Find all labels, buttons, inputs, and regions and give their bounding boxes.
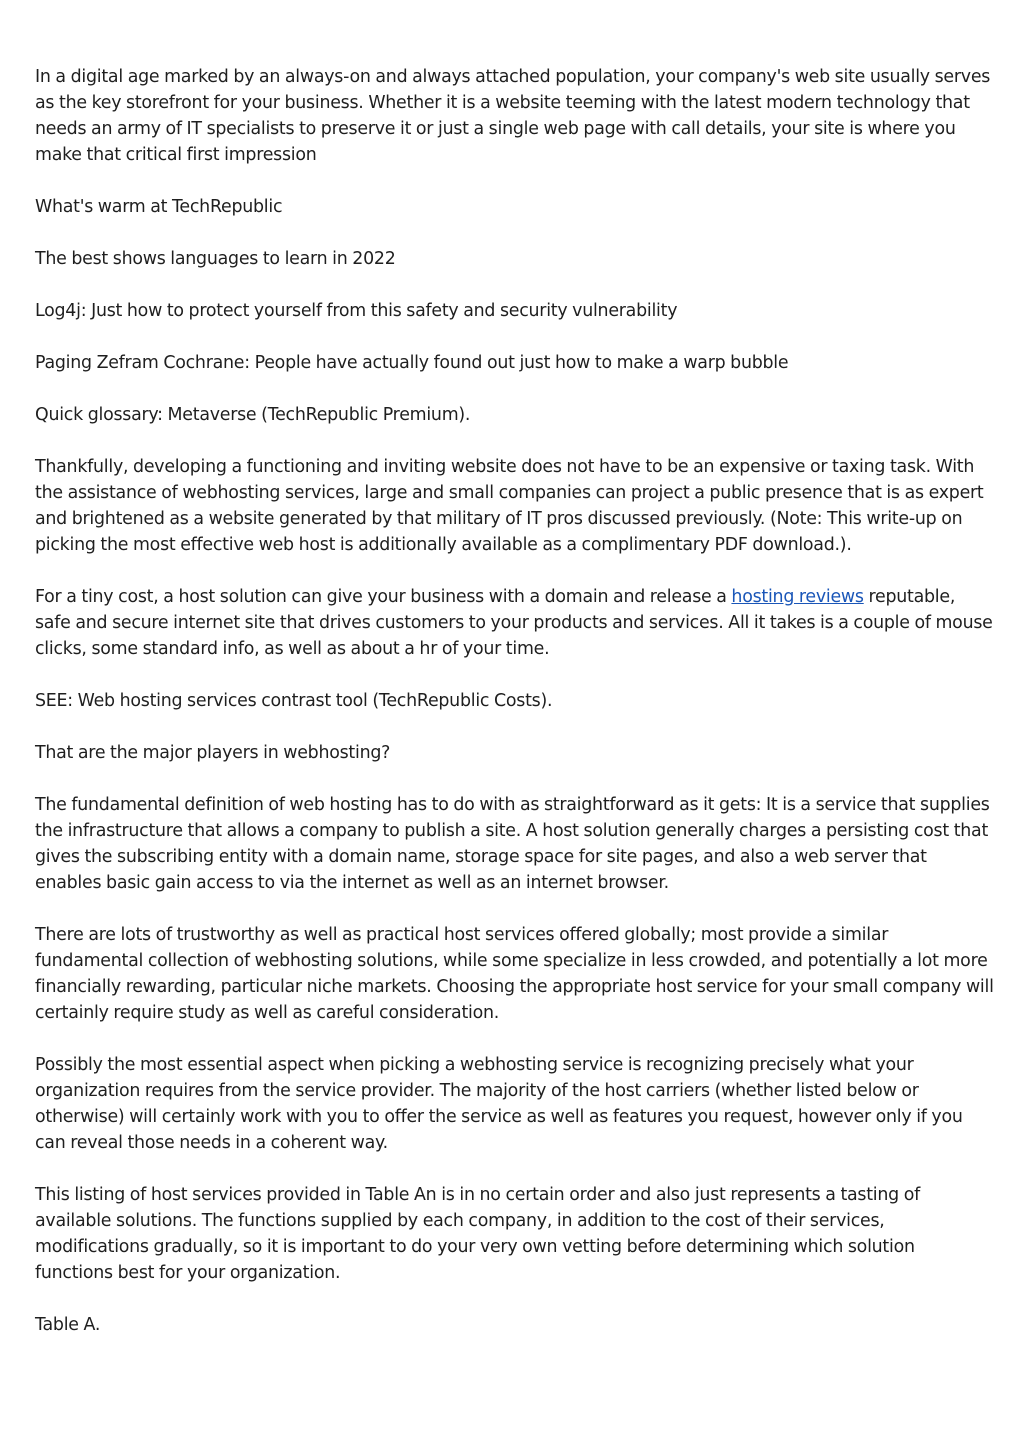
body-paragraph: Possibly the most essential aspect when picking a webhosting service is recognizing precisely what your organization requires from the service provider. The majority of the host carriers (whether listed below or otherwise) will certainly work with you to offer the service as well as features you request, however only if you can reveal those needs in a coherent way. [35, 1055, 963, 1153]
link-paragraph [35, 584, 995, 662]
body-paragraph: This listing of host services provided in Table An is in no certain order and also just represents a tasting of available solutions. The functions supplied by each company, in addition to the cost of their services, modifications gradually, so it is important to do your very own vetting before determining which solution functions best for your organization. [35, 1185, 920, 1283]
see-also-line: SEE: Web hosting services contrast tool (TechRepublic Costs). [35, 691, 553, 711]
body-paragraph: The fundamental definition of web hosting has to do with as straightforward as it gets: It is a service that supplies the infrastructure that allows a company to publish a site. A host solution generally charges a persisting cost that gives the subscribing entity with a domain name, storage space for site pages, and also a web server that enables basic gain access to via the internet as well as an internet browser. [35, 795, 990, 893]
section-question: That are the major players in webhosting? [35, 743, 391, 763]
table-label: Table A. [35, 1315, 101, 1335]
related-item: The best shows languages to learn in 2022 [35, 249, 396, 269]
body-paragraph: Thankfully, developing a functioning and inviting website does not have to be an expensive or taxing task. With the assistance of webhosting services, large and small companies can project a public presence that is as expert and brightened as a website generated by that military of IT pros discussed previously. (Note: This write-up on picking the most effective web host is additionally available as a complimentary PDF download.). [35, 457, 984, 555]
whats-hot-heading: What's warm at TechRepublic [35, 197, 283, 217]
related-item: Quick glossary: Metaverse (TechRepublic Premium). [35, 405, 471, 425]
link-paragraph-before: For a tiny cost, a host solution can give your business with a domain and release a [35, 587, 732, 607]
related-item: Paging Zefram Cochrane: People have actually found out just how to make a warp bubble [35, 353, 789, 373]
body-paragraph: There are lots of trustworthy as well as practical host services offered globally; most provide a similar fundamental collection of webhosting solutions, while some specialize in less crowded, and potentially a lot more financially rewarding, particular niche markets. Choosing the appropriate host service for your small company will certainly require study as well as careful consideration. [35, 925, 994, 1023]
article-body [35, 64, 995, 1364]
intro-paragraph: In a digital age marked by an always-on and always attached population, your company's web site usually serves as the key storefront for your business. Whether it is a website teeming with the latest modern technology that needs an army of IT specialists to preserve it or just a single web page with call details, your site is where you make that critical first impression [35, 67, 991, 165]
hosting-reviews-link[interactable]: hosting reviews [731, 587, 864, 607]
related-item: Log4j: Just how to protect yourself from this safety and security vulnerability [35, 301, 678, 321]
link-paragraph-after: reputable, safe and secure internet site that drives customers to your products and services. All it takes is a couple of mouse clicks, some standard info, as well as about a hr of your time. [35, 587, 993, 659]
